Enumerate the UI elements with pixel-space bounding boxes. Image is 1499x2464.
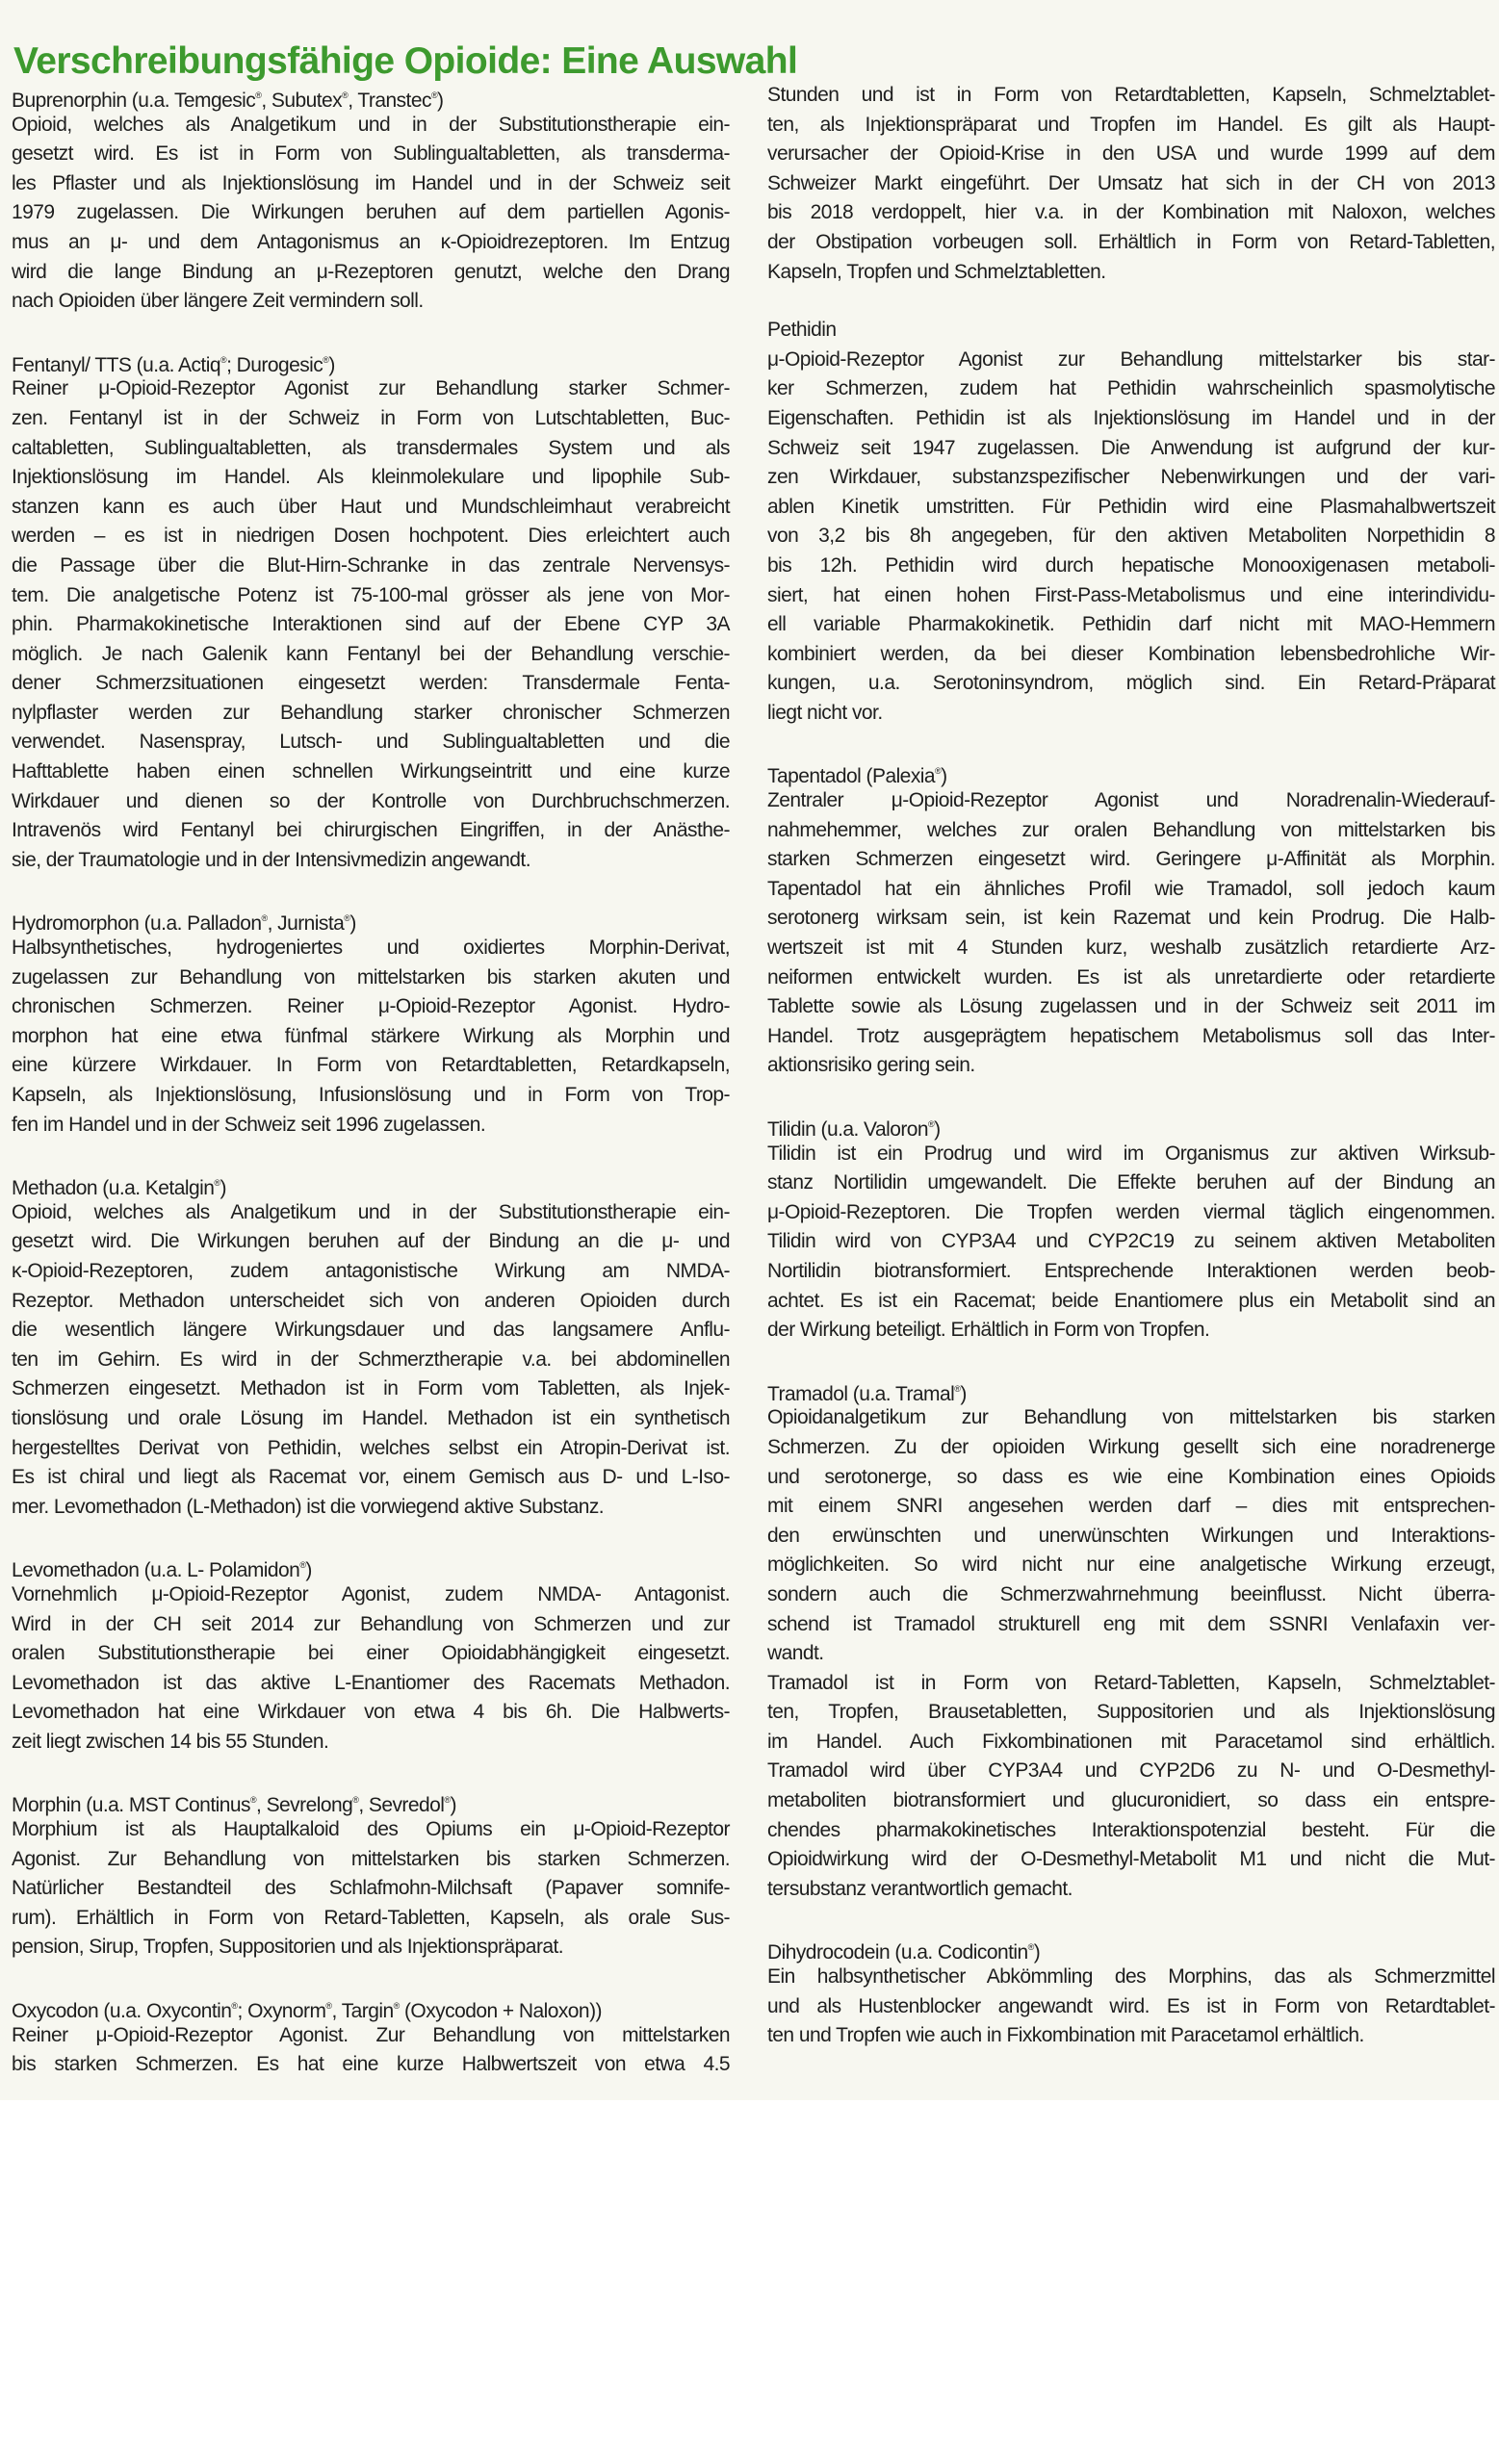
paragraph-line: Levomethadon ist das aktive L-Enantiomer des Racemats Methadon. [12, 1671, 730, 1694]
paragraph-line: tem. Die analgetische Potenz ist 75-100-mal grösser als jene von Mor- [12, 583, 730, 606]
paragraph-line: Intravenös wird Fentanyl bei chirurgischen Eingriffen, in der Anästhe- [12, 819, 730, 842]
paragraph-line: Levomethadon hat eine Wirkdauer von etwa 4 bis 6h. Die Halbwerts- [12, 1701, 730, 1724]
registered-mark: ® [214, 1178, 220, 1189]
paragraph-line: chendes pharmakokinetisches Interaktionspotenzial besteht. Für die [767, 1818, 1495, 1841]
paragraph-line: im Handel. Auch Fixkombinationen mit Paracetamol sind erhältlich. [767, 1730, 1495, 1753]
paragraph-line: tionslösung und orale Lösung im Handel. Methadon ist ein synthetisch [12, 1406, 730, 1429]
paragraph-line: Reiner μ-Opioid-Rezeptor Agonist zur Behandlung starker Schmer- [12, 377, 730, 400]
paragraph-line: Zentraler μ-Opioid-Rezeptor Agonist und Noradrenalin-Wiederauf- [767, 789, 1495, 812]
paragraph-line: möglichkeiten. So wird nicht nur eine analgetische Wirkung erzeugt, [767, 1553, 1495, 1577]
paragraph-line: sondern auch die Schmerzwahrnehmung beeinflusst. Nicht überra- [767, 1582, 1495, 1605]
paragraph-line: die Passage über die Blut-Hirn-Schranke in das zentrale Nervensys- [12, 553, 730, 577]
paragraph-line: Schweizer Markt eingeführt. Der Umsatz hat sich in der CH von 2013 [767, 171, 1495, 194]
drug-section-dihydrocodein [767, 1933, 1495, 2050]
drug-heading: Dihydrocodein (u.a. Codicontin®) [767, 1941, 1041, 1964]
drug-section-levomethadon [12, 1551, 730, 1757]
paragraph-line: und serotonerge, so dass es wie eine Kombination eines Opioids [767, 1465, 1495, 1488]
registered-mark: ® [352, 1795, 359, 1806]
paragraph-line: oralen Substitutionstherapie bei einer Opioidabhängigkeit eingesetzt. [12, 1642, 730, 1665]
paragraph-line: kombiniert werden, da bei dieser Kombination lebensbedrohliche Wir- [767, 642, 1495, 665]
paragraph-line: Schmerzen. Zu der opioiden Wirkung gesellt sich eine noradrenerge [767, 1435, 1495, 1458]
drug-heading: Levomethadon (u.a. L- Polamidon®) [12, 1559, 312, 1582]
paragraph-line: zugelassen zur Behandlung von mittelstarken bis starken akuten und [12, 965, 730, 988]
paragraph-line: bis 2018 verdoppelt, hier v.a. in der Kombination mit Naloxon, welches [767, 201, 1495, 224]
paragraph-line: hergestelltes Derivat von Pethidin, welches selbst ein Atropin-Derivat ist. [12, 1436, 730, 1459]
paragraph-line: zen. Fentanyl ist in der Schweiz in Form von Lutschtabletten, Buc- [12, 406, 730, 429]
drug-heading: Fentanyl/ TTS (u.a. Actiq®; Durogesic®) [12, 353, 335, 376]
paragraph-line: Tramadol wird über CYP3A4 und CYP2D6 zu N- und O-Desmethyl- [767, 1759, 1495, 1783]
registered-mark: ® [299, 1560, 306, 1571]
registered-mark: ® [323, 354, 329, 365]
paragraph-line: neiformen entwickelt wurden. Es ist als unretardierte oder retardierte [767, 965, 1495, 988]
paragraph-line: stanzen kann es auch über Haut und Mundschleimhaut verabreicht [12, 495, 730, 518]
paragraph-line: liegt nicht vor. [767, 701, 883, 724]
drug-section-continued [767, 81, 1495, 287]
paragraph-line: Wird in der CH seit 2014 zur Behandlung von Schmerzen und zur [12, 1612, 730, 1635]
drug-section-methadon [12, 1168, 730, 1522]
registered-mark: ® [935, 766, 942, 777]
drug-heading: Pethidin [767, 319, 837, 342]
paragraph-line: serotonerg wirksam sein, ist kein Razemat und kein Prodrug. Die Halb- [767, 907, 1495, 930]
paragraph-line: mit einem SNRI angesehen werden darf – dies mit entsprechen- [767, 1495, 1495, 1518]
paragraph-line: Nortilidin biotransformiert. Entsprechende Interaktionen werden beob- [767, 1259, 1495, 1282]
paragraph-line: möglich. Je nach Galenik kann Fentanyl bei der Behandlung verschie- [12, 642, 730, 665]
paragraph-line: les Pflaster und als Injektionslösung im Handel und in der Schweiz seit [12, 171, 730, 194]
drug-heading: Buprenorphin (u.a. Temgesic®, Subutex®, Transtec®) [12, 90, 444, 112]
paragraph-line: starken Schmerzen eingesetzt wird. Geringere μ-Affinität als Morphin. [767, 848, 1495, 871]
paragraph-line: der Wirkung beteiligt. Erhältlich in Form von Tropfen. [767, 1319, 1210, 1342]
paragraph-line: aktionsrisiko gering sein. [767, 1054, 975, 1077]
registered-mark: ® [342, 90, 349, 100]
registered-mark: ® [928, 1119, 935, 1129]
paragraph-line: der Obstipation vorbeugen soll. Erhältlich in Form von Retard-Tabletten, [767, 230, 1495, 253]
paragraph-line: chronischen Schmerzen. Reiner μ-Opioid-Rezeptor Agonist. Hydro- [12, 995, 730, 1018]
paragraph-line: Opioidwirkung wird der O-Desmethyl-Metabolit M1 und nicht die Mut- [767, 1848, 1495, 1871]
paragraph-line: die wesentlich längere Wirkungsdauer und das langsamere Anflu- [12, 1319, 730, 1342]
right-column [767, 81, 1495, 2080]
paragraph-line: wird die lange Bindung an μ-Rezeptoren genutzt, welche den Drang [12, 260, 730, 283]
paragraph-line: Opioid, welches als Analgetikum und in der Substitutionstherapie ein- [12, 113, 730, 136]
paragraph-line: Eigenschaften. Pethidin ist als Injektionslösung im Handel und in der [767, 406, 1495, 429]
paragraph-line: gesetzt wird. Die Wirkungen beruhen auf der Bindung an die μ- und [12, 1230, 730, 1253]
paragraph-line: 1979 zugelassen. Die Wirkungen beruhen auf dem partiellen Agonis- [12, 201, 730, 224]
paragraph-line: pension, Sirup, Tropfen, Suppositorien und als Injektionspräparat. [12, 1936, 564, 1959]
paragraph-line: Opioidanalgetikum zur Behandlung von mittelstarken bis starken [767, 1406, 1495, 1429]
drug-section-tapentadol [767, 757, 1495, 1081]
paragraph-line: Hafttablette haben einen schnellen Wirkungseintritt und eine kurze [12, 760, 730, 783]
paragraph-line: fen im Handel und in der Schweiz seit 1996 zugelassen. [12, 1113, 486, 1136]
registered-mark: ® [325, 2001, 332, 2012]
paragraph-line: kungen, u.a. Serotoninsyndrom, möglich sind. Ein Retard-Präparat [767, 672, 1495, 695]
drug-section-hydromorphon [12, 904, 730, 1140]
paragraph-line: eine kürzere Wirkdauer. In Form von Retardtabletten, Retardkapseln, [12, 1054, 730, 1077]
paragraph-line: Tablette sowie als Lösung zugelassen und in der Schweiz seit 2011 im [767, 995, 1495, 1018]
paragraph-line: stanz Nortilidin umgewandelt. Die Effekte beruhen auf der Bindung an [767, 1171, 1495, 1194]
paragraph-line: Kapseln, als Injektionslösung, Infusionslösung und in Form von Trop- [12, 1084, 730, 1106]
paragraph-line: Stunden und ist in Form von Retardtabletten, Kapseln, Schmelztablet- [767, 84, 1495, 106]
paragraph-line: gesetzt wird. Es ist in Form von Sublingualtabletten, als transderma- [12, 142, 730, 166]
paragraph-line: Opioid, welches als Analgetikum und in der Substitutionstherapie ein- [12, 1200, 730, 1223]
paragraph-line: Natürlicher Bestandteil des Schlafmohn-Milchsaft (Papaver somnife- [12, 1877, 730, 1900]
paragraph-line: Tilidin ist ein Prodrug und wird im Organismus zur aktiven Wirksub- [767, 1142, 1495, 1165]
paragraph-line: Halbsynthetisches, hydrogeniertes und oxidiertes Morphin-Derivat, [12, 937, 730, 960]
drug-heading: Hydromorphon (u.a. Palladon®, Jurnista®) [12, 912, 356, 936]
paragraph-line: Wirkdauer und dienen so der Kontrolle von Durchbruchschmerzen. [12, 789, 730, 812]
drug-heading: Tilidin (u.a. Valoron®) [767, 1118, 941, 1141]
drug-section-buprenorphin [12, 81, 730, 317]
paragraph-line: zen Wirkdauer, substanzspezifischer Nebenwirkungen und der vari- [767, 466, 1495, 489]
registered-mark: ® [220, 354, 227, 365]
drug-section-tilidin [767, 1110, 1495, 1346]
paragraph-line: μ-Opioid-Rezeptor Agonist zur Behandlung mittelstarker bis star- [767, 347, 1495, 371]
paragraph-line: dener Schmerzsituationen eingesetzt werden: Transdermale Fenta- [12, 672, 730, 695]
drug-heading: Tramadol (u.a. Tramal®) [767, 1382, 967, 1405]
drug-section-tramadol [767, 1374, 1495, 1905]
paragraph-line: tersubstanz verantwortlich gemacht. [767, 1877, 1073, 1900]
paragraph-line: morphon hat eine etwa fünfmal stärkere Wirkung als Morphin und [12, 1024, 730, 1047]
paragraph-line: wertszeit ist mit 4 Stunden kurz, weshalb zusätzlich retardierte Arz- [767, 937, 1495, 960]
paragraph-line: metaboliten biotransformiert und glucuronidiert, so dass ein entspre- [767, 1789, 1495, 1812]
drug-heading: Morphin (u.a. MST Continus®, Sevrelong®, Sevredol®) [12, 1794, 456, 1817]
drug-heading: Methadon (u.a. Ketalgin®) [12, 1177, 226, 1200]
paragraph-line: Agonist. Zur Behandlung von mittelstarken bis starken Schmerzen. [12, 1847, 730, 1870]
registered-mark: ® [954, 1383, 961, 1394]
paragraph-line: ablen Kinetik umstritten. Für Pethidin wird eine Plasmahalbwertszeit [767, 495, 1495, 518]
paragraph-line: Tapentadol hat ein ähnliches Profil wie Tramadol, soll jedoch kaum [767, 877, 1495, 900]
paragraph-line: Vornehmlich μ-Opioid-Rezeptor Agonist, zudem NMDA- Antagonist. [12, 1582, 730, 1605]
registered-mark: ® [255, 90, 262, 100]
page-title: Verschreibungsfähige Opioide: Eine Auswahl [13, 40, 798, 83]
paragraph-line: wandt. [767, 1642, 824, 1665]
paragraph-line: von 3,2 bis 8h angegeben, für den aktiven Metaboliten Norpethidin 8 [767, 525, 1495, 548]
paragraph-line: Tramadol ist in Form von Retard-Tabletten, Kapseln, Schmelztablet- [767, 1671, 1495, 1694]
paragraph-line: Morphium ist als Hauptalkaloid des Opiums ein μ-Opioid-Rezeptor [12, 1818, 730, 1841]
drug-section-pethidin [767, 316, 1495, 728]
paragraph-line: achtet. Es ist ein Racemat; beide Enantiomere plus ein Metabolit sind an [767, 1289, 1495, 1312]
paragraph-line: ell variable Pharmakokinetik. Pethidin darf nicht mit MAO-Hemmern [767, 613, 1495, 636]
paragraph-line: mus an μ- und dem Antagonismus an κ-Opioidrezeptoren. Im Entzug [12, 230, 730, 253]
paragraph-line: Injektionslösung im Handel. Als kleinmolekulare und lipophile Sub- [12, 466, 730, 489]
paragraph-line: Reiner μ-Opioid-Rezeptor Agonist. Zur Behandlung von mittelstarken [12, 2023, 730, 2046]
paragraph-line: schend ist Tramadol strukturell eng mit dem SSNRI Venlafaxin ver- [767, 1612, 1495, 1635]
drug-section-morphin [12, 1785, 730, 1963]
paragraph-line: werden – es ist in niedrigen Dosen hochpotent. Dies erleichtert auch [12, 525, 730, 548]
paragraph-line: zeit liegt zwischen 14 bis 55 Stunden. [12, 1730, 329, 1753]
registered-mark: ® [1027, 1942, 1034, 1953]
paragraph-line: den erwünschten und unerwünschten Wirkungen und Interaktions- [767, 1524, 1495, 1547]
paragraph-line: ten im Gehirn. Es wird in der Schmerztherapie v.a. bei abdominellen [12, 1348, 730, 1371]
registered-mark: ® [261, 913, 268, 924]
drug-heading: Oxycodon (u.a. Oxycontin®; Oxynorm®, Targin® (Oxycodon + Naloxon)) [12, 2000, 602, 2023]
registered-mark: ® [430, 90, 438, 100]
drug-section-oxycodon [12, 1991, 730, 2080]
paragraph-line: und als Hustenblocker angewandt wird. Es ist in Form von Retardtablet- [767, 1994, 1495, 2017]
paragraph-line: bis 12h. Pethidin wird durch hepatische Monooxigenasen metaboli- [767, 553, 1495, 577]
paragraph-line: verwendet. Nasenspray, Lutsch- und Sublingualtabletten und die [12, 731, 730, 754]
paragraph-line: ker Schmerzen, zudem hat Pethidin wahrscheinlich spasmolytische [767, 377, 1495, 400]
paragraph-line: caltabletten, Sublingualtabletten, als transdermales System und als [12, 436, 730, 459]
paragraph-line: Tilidin wird von CYP3A4 und CYP2C19 zu seinem aktiven Metaboliten [767, 1230, 1495, 1253]
registered-mark: ® [444, 1795, 451, 1806]
paragraph-line: nach Opioiden über längere Zeit vermindern soll. [12, 290, 424, 313]
drug-heading: Tapentadol (Palexia®) [767, 765, 947, 788]
paragraph-line: sie, der Traumatologie und in der Intensivmedizin angewandt. [12, 848, 531, 871]
left-column [12, 81, 730, 2109]
paragraph-line: verursacher der Opioid-Krise in den USA und wurde 1999 auf dem [767, 142, 1495, 166]
paragraph-line: nylpflaster werden zur Behandlung starker chronischer Schmerzen [12, 701, 730, 724]
paragraph-line: mer. Levomethadon (L-Methadon) ist die vorwiegend aktive Substanz. [12, 1495, 605, 1518]
paragraph-line: Schmerzen eingesetzt. Methadon ist in Form vom Tabletten, als Injek- [12, 1377, 730, 1400]
paragraph-line: Rezeptor. Methadon unterscheidet sich von anderen Opioiden durch [12, 1289, 730, 1312]
drug-section-fentanyl-tts [12, 346, 730, 876]
paragraph-line: κ-Opioid-Rezeptoren, zudem antagonistische Wirkung am NMDA- [12, 1259, 730, 1282]
paragraph-line: Ein halbsynthetischer Abkömmling des Morphins, das als Schmerzmittel [767, 1965, 1495, 1989]
paragraph-line: Schweiz seit 1947 zugelassen. Die Anwendung ist aufgrund der kur- [767, 436, 1495, 459]
paragraph-line: rum). Erhältlich in Form von Retard-Tabletten, Kapseln, als orale Sus- [12, 1906, 730, 1929]
paragraph-line: ten, als Injektionspräparat und Tropfen im Handel. Es gilt als Haupt- [767, 113, 1495, 136]
registered-mark: ® [393, 2001, 400, 2012]
paragraph-line: bis starken Schmerzen. Es hat eine kurze Halbwertszeit von etwa 4.5 [12, 2053, 730, 2076]
paragraph-line: μ-Opioid-Rezeptoren. Die Tropfen werden viermal täglich eingenommen. [767, 1200, 1495, 1223]
registered-mark: ® [231, 2001, 238, 2012]
paragraph-line: ten und Tropfen wie auch in Fixkombination mit Paracetamol erhältlich. [767, 2024, 1364, 2047]
paragraph-line: siert, hat einen hohen First-Pass-Metabolismus und eine interindividu- [767, 583, 1495, 606]
paragraph-line: ten, Tropfen, Brausetabletten, Suppositorien und als Injektionslösung [767, 1701, 1495, 1724]
paragraph-line: phin. Pharmakokinetische Interaktionen sind auf der Ebene CYP 3A [12, 613, 730, 636]
registered-mark: ® [344, 913, 350, 924]
paragraph-line: Handel. Trotz ausgeprägtem hepatischem Metabolismus soll das Inter- [767, 1024, 1495, 1047]
paragraph-line: Kapseln, Tropfen und Schmelztabletten. [767, 260, 1106, 283]
registered-mark: ® [249, 1795, 257, 1806]
paragraph-line: nahmehemmer, welches zur oralen Behandlung von mittelstarken bis [767, 818, 1495, 841]
paragraph-line: Es ist chiral und liegt als Racemat vor, einem Gemisch aus D- und L-Iso- [12, 1466, 730, 1489]
